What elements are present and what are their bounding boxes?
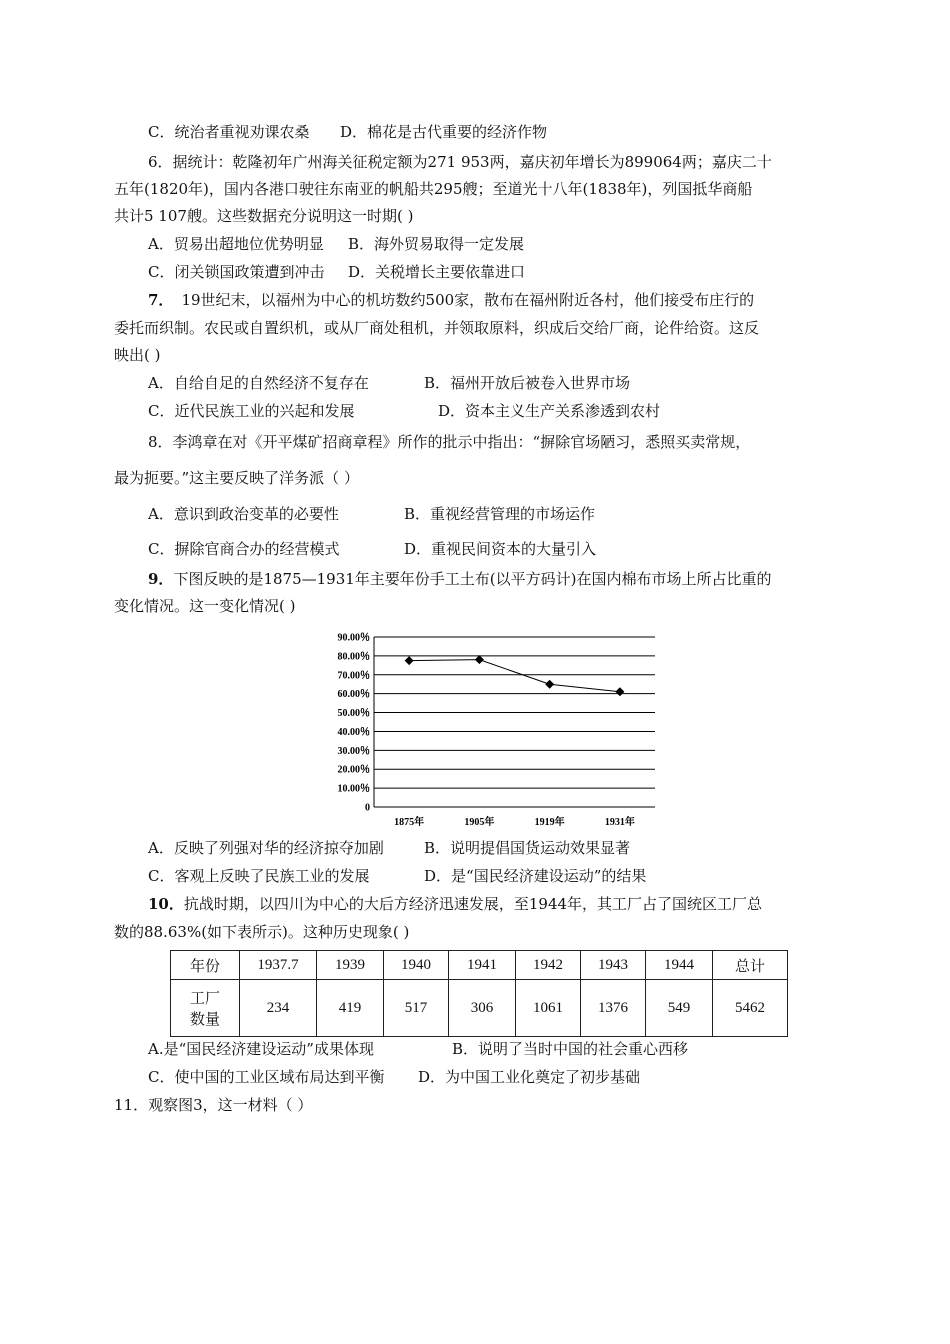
q10-option-a: A.是“国民经济建设运动”成果体现 [148, 1040, 374, 1058]
chart-gridlines [374, 637, 655, 807]
q9-number: 9． [148, 570, 174, 588]
q7-stem-line-1: 7． 19世纪末，以福州为中心的机坊数约500家，散布在福州附近各村，他们接受布庄行的 [148, 291, 755, 309]
chart-y-tick-label: 70.00％ [337, 670, 370, 682]
chart-data-point [475, 655, 484, 664]
chart-data-point [405, 656, 414, 665]
q7-option-b: B．福州开放后被卷入世界市场 [424, 374, 631, 392]
q6-option-c: C．闭关锁国政策遭到冲击 [148, 263, 325, 281]
table-header-cell: 1944 [646, 951, 713, 980]
q8-option-d: D．重视民间资本的大量引入 [404, 540, 597, 558]
q7-number: 7． [148, 291, 174, 309]
table-header-cell: 1941 [449, 951, 516, 980]
q10-stem-line-2: 数的88.63%(如下表所示)。这种历史现象( ) [114, 923, 410, 941]
chart-y-tick-label: 80.00％ [337, 651, 370, 663]
table-cell: 234 [240, 980, 317, 1037]
q9-line-chart [322, 626, 662, 836]
chart-markers [405, 655, 625, 696]
q11-stem: 11．观察图3，这一材料（ ） [114, 1096, 313, 1114]
table-header-cell: 1940 [384, 951, 449, 980]
q10-stem-line-1: 10．抗战时期，以四川为中心的大后方经济迅速发展，至1944年，其工厂占了国统区工厂总 [148, 895, 763, 913]
chart-y-tick-label: 30.00％ [337, 745, 370, 757]
chart-y-tick-label: 60.00％ [337, 689, 370, 701]
q9-stem-line-1: 9．下图反映的是1875—1931年主要年份手工土布(以平方码计)在国内棉布市场上所占比重的 [148, 570, 772, 588]
q6-option-b: B．海外贸易取得一定发展 [348, 235, 525, 253]
chart-y-tick-label: 50.00％ [337, 708, 370, 720]
q5-option-c: C．统治者重视劝课农桑 [148, 123, 310, 141]
table-header-cell: 年份 [171, 951, 240, 980]
table-header-cell: 总计 [713, 951, 788, 980]
chart-x-tick-label: 1919年 [534, 817, 565, 828]
q6-stem-line-2: 五年(1820年)，国内各港口驶往东南亚的帆船共295艘；至道光十八年(1838年)，列国抵华商船 [114, 180, 753, 198]
chart-x-tick-label: 1931年 [604, 817, 635, 828]
q8-stem-line-1: 8．李鸿章在对《开平煤矿招商章程》所作的批示中指出：“摒除官场陋习，悉照买卖常规， [148, 433, 751, 451]
q9-option-b: B．说明提倡国货运动效果显著 [424, 839, 631, 857]
q8-number: 8． [148, 433, 173, 451]
table-header-cell: 1939 [317, 951, 384, 980]
q9-option-a: A．反映了列强对华的经济掠夺加剧 [148, 839, 384, 857]
chart-data-point [545, 680, 554, 689]
table-row [171, 980, 788, 1037]
q6-number: 6． [148, 153, 173, 171]
chart-x-tick-label: 1905年 [464, 817, 495, 828]
q7-stem-line-2: 委托而织制。农民或自置织机，或从厂商处租机，并领取原料，织成后交给厂商，论件给资。这反 [114, 319, 760, 337]
table-cell: 306 [449, 980, 516, 1037]
chart-x-ticks [394, 815, 635, 828]
table-cell: 1376 [581, 980, 646, 1037]
q10-option-c: C．使中国的工业区域布局达到平衡 [148, 1068, 385, 1086]
q6-option-d: D．关税增长主要依靠进口 [348, 263, 526, 281]
q9-stem-line-2: 变化情况。这一变化情况( ) [114, 597, 296, 615]
q8-option-c: C．摒除官商合办的经营模式 [148, 540, 340, 558]
table-header-cell: 1942 [516, 951, 581, 980]
q6-option-a: A．贸易出超地位优势明显 [148, 235, 324, 253]
table-cell: 549 [646, 980, 713, 1037]
chart-y-tick-label: 90.00％ [337, 632, 370, 644]
chart-series-line [409, 660, 620, 692]
q8-option-a: A．意识到政治变革的必要性 [148, 505, 339, 523]
chart-y-ticks [338, 632, 371, 814]
chart-data-point [615, 687, 624, 696]
q6-stem-line-1: 6．据统计：乾隆初年广州海关征税定额为271 953两，嘉庆初年增长为899064两；嘉庆二十 [148, 153, 772, 171]
q8-stem-line-2: 最为扼要。”这主要反映了洋务派（ ） [114, 469, 359, 487]
q10-number: 10． [148, 895, 184, 913]
q8-option-b: B．重视经营管理的市场运作 [404, 505, 596, 523]
q6-stem-line-3: 共计5 107艘。这些数据充分说明这一时期( ) [114, 207, 414, 225]
table-cell: 5462 [713, 980, 788, 1037]
table-header-row [171, 951, 788, 980]
table-cell: 517 [384, 980, 449, 1037]
q9-option-c: C．客观上反映了民族工业的发展 [148, 867, 370, 885]
table-header-cell: 1937.7 [240, 951, 317, 980]
table-cell: 419 [317, 980, 384, 1037]
chart-y-tick-label: 40.00％ [337, 726, 370, 738]
q9-option-d: D．是“国民经济建设运动”的结果 [424, 867, 647, 885]
table-row-label: 工厂 数量 [171, 980, 240, 1037]
table-cell: 1061 [516, 980, 581, 1037]
q10-option-b: B．说明了当时中国的社会重心西移 [452, 1040, 689, 1058]
chart-y-tick-label: 20.00％ [337, 764, 370, 776]
factory-count-table [170, 950, 788, 1037]
chart-x-tick-label: 1875年 [394, 817, 425, 828]
q7-stem-line-3: 映出( ) [114, 346, 161, 364]
q5-option-d: D．棉花是古代重要的经济作物 [340, 123, 548, 141]
q7-option-a: A．自给自足的自然经济不复存在 [148, 374, 369, 392]
q7-option-c: C．近代民族工业的兴起和发展 [148, 402, 355, 420]
chart-y-tick-label: 10.00％ [337, 783, 370, 795]
q10-option-d: D．为中国工业化奠定了初步基础 [418, 1068, 641, 1086]
chart-y-tick-label: 0 [365, 802, 370, 814]
table-header-cell: 1943 [581, 951, 646, 980]
q7-option-d: D．资本主义生产关系渗透到农村 [438, 402, 661, 420]
